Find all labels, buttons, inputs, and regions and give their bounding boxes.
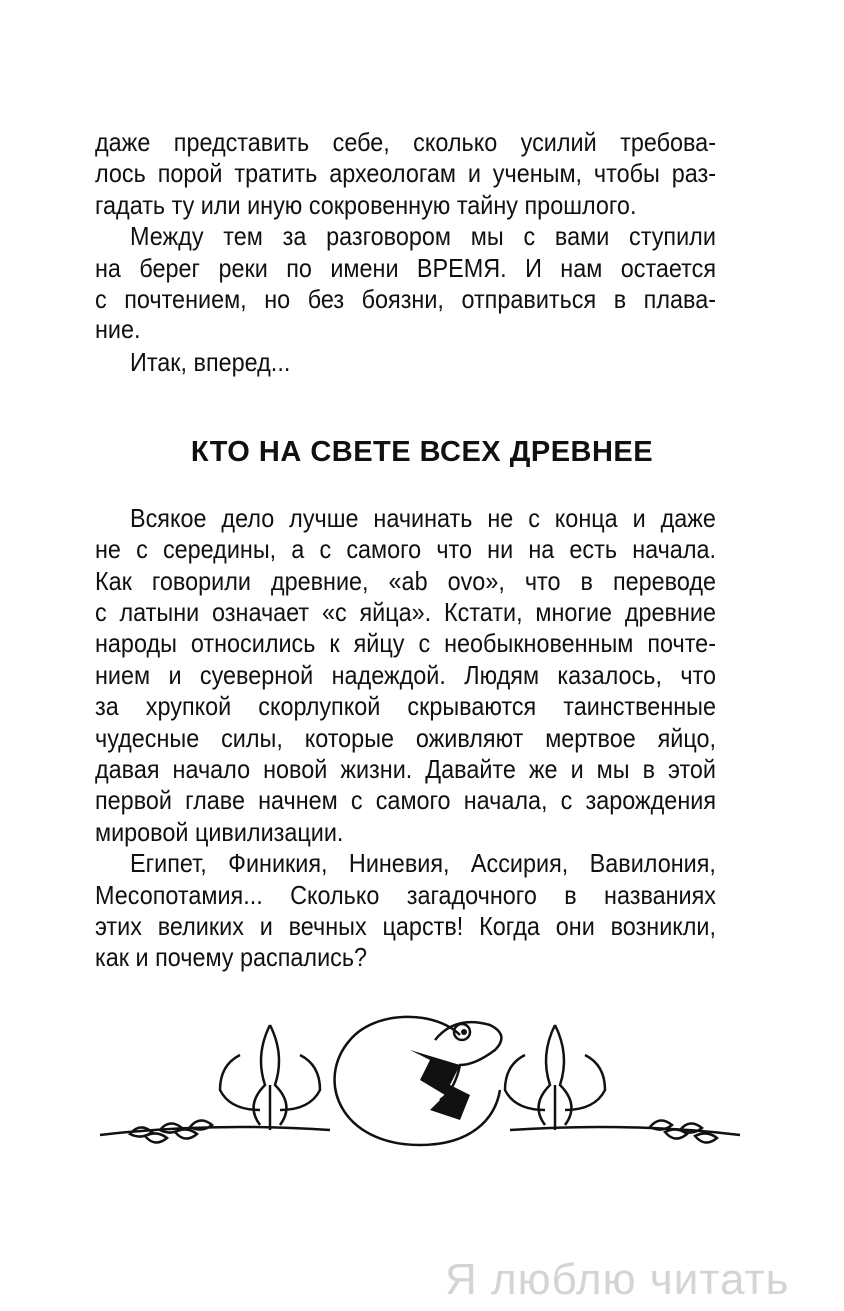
text-line: ние.: [95, 314, 141, 344]
lily-right: [505, 1025, 605, 1130]
watermark: Я люблю читать: [445, 1255, 790, 1304]
text-line: Всякое дело лучше начинать не с конца и даже: [130, 503, 716, 533]
text-line: чудесные силы, которые оживляют мертвое яйцо,: [95, 723, 716, 753]
text-line: Между тем за разговором мы с вами ступили: [130, 221, 716, 251]
text-line: как и почему распались?: [95, 942, 368, 972]
text-line: давая начало новой жизни. Давайте же и мы в этой: [95, 754, 716, 784]
text-line: нием и суеверной надеждой. Людям казалось, что: [95, 660, 716, 690]
text-line: не с середины, а с самого что ни на есть начала.: [95, 534, 716, 564]
text-line: народы относились к яйцу с необыкновенным почте-: [95, 628, 716, 658]
text-line: Египет, Финикия, Ниневия, Ассирия, Вавилония,: [130, 848, 716, 878]
lily-left: [220, 1025, 320, 1130]
text-line: за хрупкой скорлупкой скрываются таинственные: [95, 691, 716, 721]
text-line: с латыни означает «с яйца». Кстати, многие древние: [95, 597, 716, 627]
text-line: этих великих и вечных царств! Когда они возникли,: [95, 911, 716, 941]
text-line: мировой цивилизации.: [95, 817, 344, 847]
egg-crack: [410, 1050, 470, 1120]
egg-shell: [335, 1017, 500, 1145]
text-line: Итак, вперед...: [130, 347, 291, 377]
text-line: на берег реки по имени ВРЕМЯ. И нам остается: [95, 253, 716, 283]
text-line: гадать ту или иную сокровенную тайну прошлого.: [95, 190, 637, 220]
text-line: Как говорили древние, «ab ovo», что в переводе: [95, 566, 716, 596]
text-line: первой главе начнем с самого начала, с зарождения: [95, 785, 716, 815]
text-line: с почтением, но без боязни, отправиться в плава-: [95, 284, 716, 314]
text-line: даже представить себе, сколько усилий требова-: [95, 127, 716, 157]
chapter-title: КТО НА СВЕТЕ ВСЕХ ДРЕВНЕЕ: [190, 436, 654, 468]
hatching-egg-illustration: [90, 1010, 750, 1170]
text-line: лось порой тратить археологам и ученым, чтобы раз-: [95, 158, 716, 188]
text-line: Месопотамия... Сколько загадочного в названиях: [95, 880, 716, 910]
